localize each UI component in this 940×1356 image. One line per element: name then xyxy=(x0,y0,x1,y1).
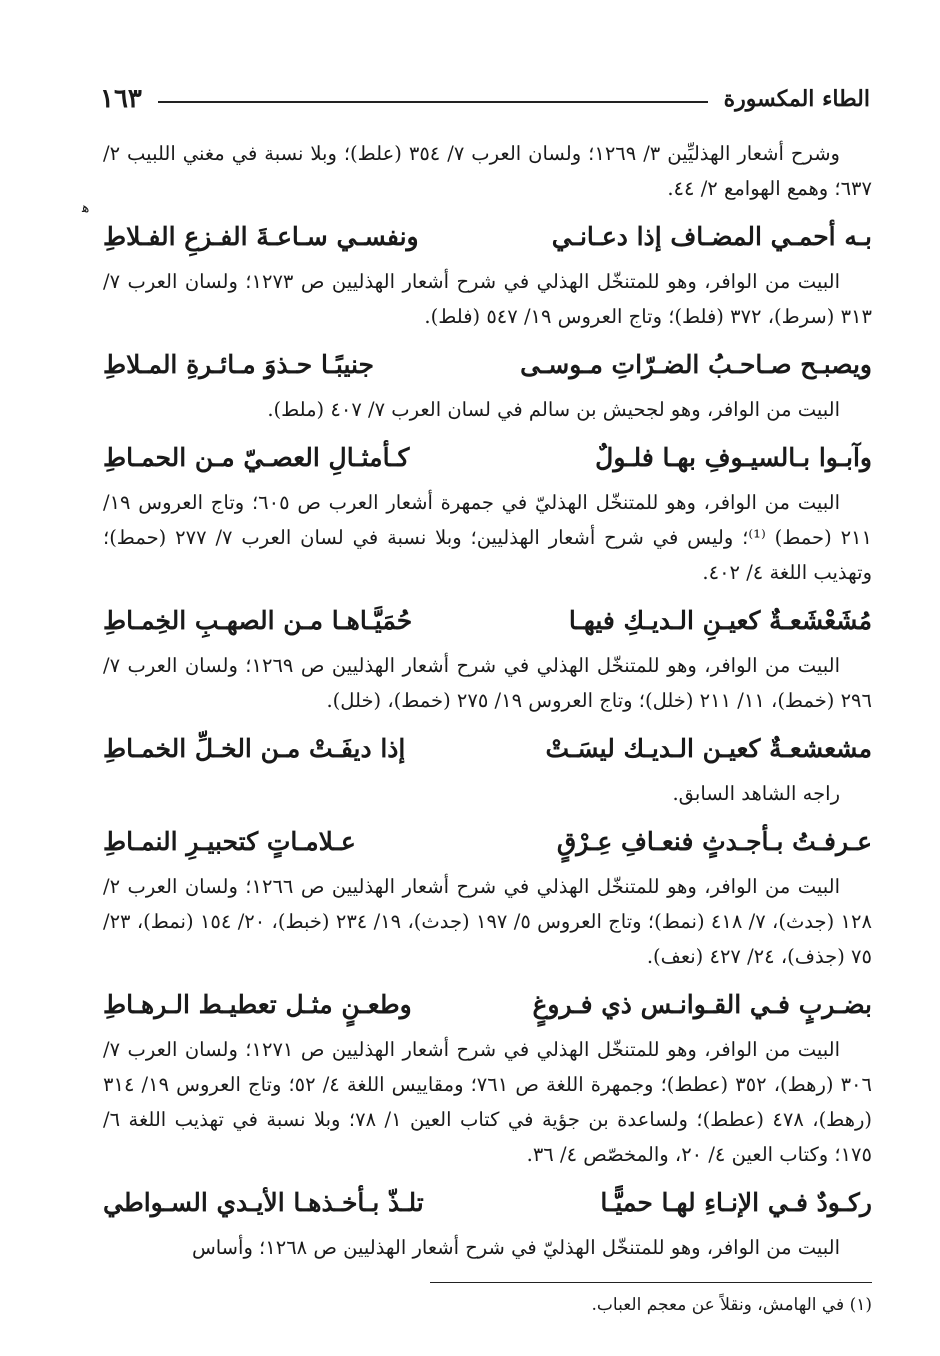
footnote-rule xyxy=(430,1282,872,1283)
verse-second-hemistich: ونفسـي سـاعـةَ الفـزعِ الفـلاطِ xyxy=(103,222,419,251)
verse-first-hemistich: عـرفـتُ بـأجـدثٍ فنعـافِ عِـرْقٍ xyxy=(556,827,872,856)
entry xyxy=(103,346,872,427)
verse-line xyxy=(103,730,872,768)
entry xyxy=(103,1184,872,1265)
verse-commentary: البيت من الوافر، وهو للمتنخّل الهذلي في شرح أشعار الهذليين ص ١٢٦٦؛ ولسان العرب ٢/ ١٢٨ (جدث)، ٧/ ٤١٨ (نمط)؛ وتاج العروس ٥/ ١٩٧ (جدث)، ١٩/ ٢٣٤ (خبط)، ٢٠/ ١٥٤ (نمط)، ٢٣/ ٧٥ (جذف)، ٢٤/ ٤٢٧ (نعف). xyxy=(103,875,872,968)
verse-commentary: البيت من الوافر، وهو لجحيش بن سالم في لسان العرب ٧/ ٤٠٧ (ملط). xyxy=(267,398,840,421)
page-number: ١٦٣ xyxy=(100,84,142,114)
verse-line xyxy=(103,823,872,861)
verse-second-hemistich: كـأمثـالِ العصـيّ مـن الحمـاطِ xyxy=(103,443,410,472)
entry xyxy=(103,602,872,718)
verse-commentary: البيت من الوافر، وهو للمتنخّل الهذليّ في شرح أشعار الهذليين ص ١٢٦٨؛ وأساس xyxy=(191,1236,840,1259)
header-rule xyxy=(158,101,708,103)
page-header xyxy=(100,82,870,116)
verse-first-hemistich: ويصبـح صـاحـبُ الضـرّاتِ مـوسـى xyxy=(520,350,872,379)
verse-line xyxy=(103,439,872,477)
entry xyxy=(103,218,872,334)
verse-commentary: البيت من الوافر، وهو للمتنخّل الهذلي في شرح أشعار الهذليين ص ١٢٧١؛ ولسان العرب ٧/ ٣٠٦ (رهط)، ٣٥٢ (عطط)؛ وجمهرة اللغة ص ٧٦١؛ ومقاييس اللغة ٤/ ٥٢؛ وتاج العروس ١٩/ ٣١٤ (رهط)، ٤٧٨ (عطط)؛ ولساعدة بن جؤية في كتاب العين ١/ ٧٨؛ وبلا نسبة في تهذيب اللغة ٦/ ١٧٥؛ وكتاب العين ٤/ ٢٠، والمخصّص ٤/ ٣٦. xyxy=(103,1038,873,1166)
verse-first-hemistich: بـه أحمـي المضـاف إذا دعـانـي xyxy=(551,222,872,251)
intro-paragraph: وشرح أشعار الهذليِّين ٣/ ١٢٦٩؛ ولسان العرب ٧/ ٣٥٤ (علط)؛ وبلا نسبة في مغني اللبيب ٢/ ٦٣٧؛ وهمع الهوامع ٢/ ٤٤. xyxy=(103,142,872,200)
verse-first-hemistich: وآبـوا بـالسيـوفِ بهـا فلـولٌ xyxy=(595,443,872,472)
verse-line xyxy=(103,346,872,384)
entry xyxy=(103,986,872,1172)
running-title: الطاء المكسورة xyxy=(723,86,870,112)
verse-commentary: البيت من الوافر، وهو للمتنخّل الهذليّ في جمهرة أشعار العرب ص ٦٠٥؛ وتاج العروس ١٩/ ٢١١ (حمط) ⁽¹⁾؛ وليس في شرح أشعار الهذليين؛ وبلا نسبة في لسان العرب ٧/ ٢٧٧ (حمط)؛ وتهذيب اللغة ٤/ ٤٠٢. xyxy=(103,491,872,584)
verse-first-hemistich: مشعشعـةٌ كعيـن الـديـك ليسَـتْ xyxy=(545,734,872,763)
entry xyxy=(103,730,872,811)
verse-commentary: البيت من الوافر، وهو للمتنخّل الهذلي في شرح أشعار الهذليين ص ١٢٧٣؛ ولسان العرب ٧/ ٣١٣ (سرط)، ٣٧٢ (فلط)؛ وتاج العروس ١٩/ ٥٤٧ (فلط). xyxy=(103,270,872,328)
verse-first-hemistich: مُشَعْشَعـةٌ كعيـنِ الـديـكِ فيهـا xyxy=(568,606,872,635)
verse-second-hemistich: إذا ديفَـتْ مـن الخـلِّ الخمـاطِ xyxy=(103,734,406,763)
verse-second-hemistich: جنيبًـا حـذوَ مـائـرةِ المـلاطِ xyxy=(103,350,374,379)
margin-mark: ﻫ xyxy=(82,200,90,216)
entry xyxy=(103,439,872,590)
verse-line xyxy=(103,1184,872,1222)
verse-second-hemistich: وطعـنٍ مثـل تعطيـط الـرهـاطِ xyxy=(103,990,412,1019)
page-body xyxy=(103,136,872,1265)
verse-line xyxy=(103,986,872,1024)
footnote: (١) في الهامش، ونقلاً عن معجم العباب. xyxy=(591,1295,872,1315)
verse-line xyxy=(103,218,872,256)
verse-commentary: راجه الشاهد السابق. xyxy=(672,782,840,805)
verse-first-hemistich: ركـودٌ فـي الإنـاءِ لهـا حميًّـا xyxy=(600,1188,872,1217)
verse-second-hemistich: تلـذّ بـأخـذهـا الأيـدي السـواطي xyxy=(103,1188,424,1217)
entry xyxy=(103,823,872,974)
verse-commentary: البيت من الوافر، وهو للمتنخّل الهذلي في شرح أشعار الهذليين ص ١٢٦٩؛ ولسان العرب ٧/ ٢٩٦ (خمط)، ١١/ ٢١١ (خلل)؛ وتاج العروس ١٩/ ٢٧٥ (خمط)، (خلل). xyxy=(103,654,872,712)
verse-second-hemistich: عـلامـاتٍ كتحبيـرِ النمـاطِ xyxy=(103,827,356,856)
verse-first-hemistich: بضـربٍ فـي القـوانـس ذي فـروغٍ xyxy=(532,990,872,1019)
verse-line xyxy=(103,602,872,640)
verse-second-hemistich: حُمَيَّـاهـا مـن الصهـبِ الخِمـاطِ xyxy=(103,606,413,635)
